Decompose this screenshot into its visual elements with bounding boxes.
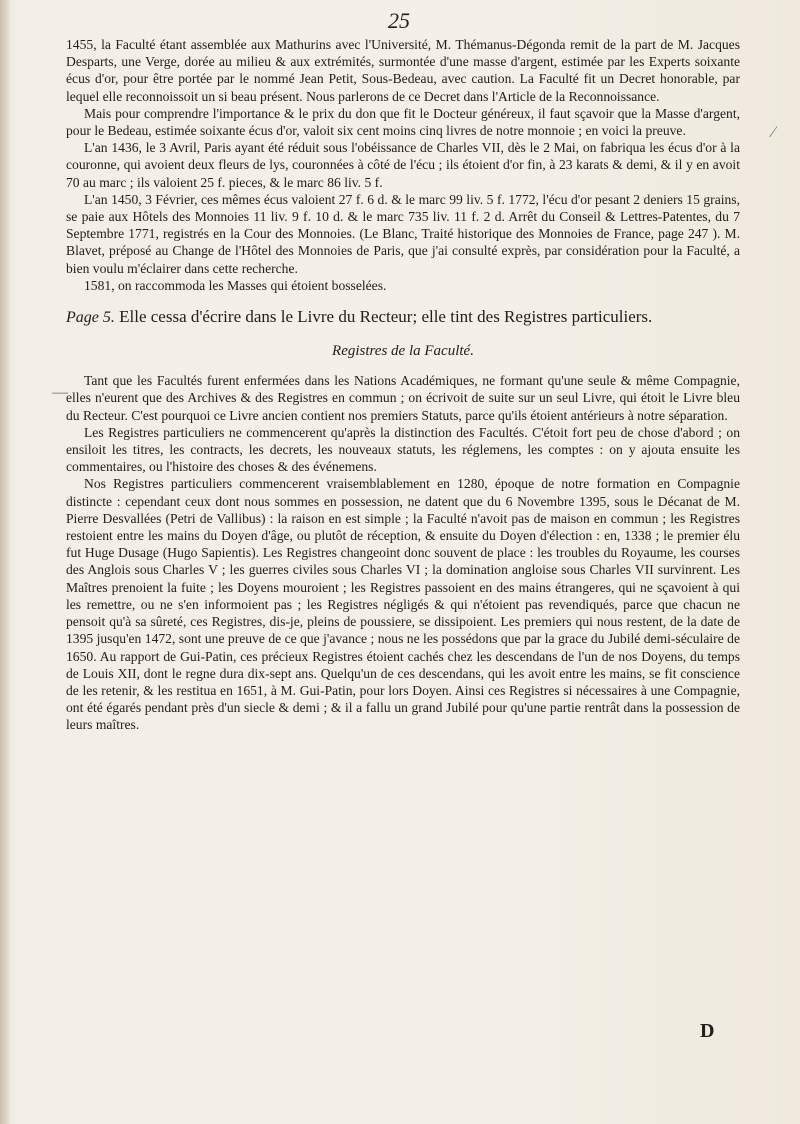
margin-mark: — [52, 384, 68, 401]
section-title: Registres de la Faculté. [332, 343, 474, 360]
page-number: 25 [388, 8, 410, 33]
subheading-text: Elle cessa d'écrire dans le Livre du Recteur; elle tint des Registres particuliers. [119, 307, 653, 327]
margin-mark: ⁄ [772, 124, 775, 141]
signature-mark: D [700, 1020, 715, 1042]
paragraph: Mais pour comprendre l'importance & le prix du don que fit le Docteur généreux, il faut sçavoir que la Masse d'argent, pour le Bedeau, estimée soixante écus d'or, valoit six cent moins cinq livres de notre monnoie ; en voici la preuve. [66, 105, 740, 139]
page-reference: Page 5. [66, 309, 115, 327]
text-column [66, 36, 740, 734]
paragraph: 1581, on raccommoda les Masses qui étoient bosselées. [84, 277, 387, 293]
paragraph: Nos Registres particuliers commencerent vraisemblablement en 1280, époque de notre formation en Compagnie distincte : cependant ceux dont nous sommes en possession, ne datent que du 6 Novembre 1395, sous le Décanat de M. Pierre Desvallées (Petri de Vallibus) : la raison en est simple ; la Faculté n'avoit pas de maison en commun ; les Registres restoient entre les mains du Doyen d'âge, ou plutôt de réception, & ensuite du Doyen d'élection : en, 1338 ; le premier élu fut Huge Dusage (Hugo Sapientis). Les Registres changeoint donc souvent de place : les troubles du Royaume, les courses des Anglois sous Charles V ; les guerres civiles sous Charles VI ; la domination angloise sous Charles VII survinrent. Les Maîtres prenoient la fuite ; les Doyens mouroient ; les Registres passoient en des mains étrangeres, qui ne sçavoient à qui les remettre, ou ne s'en informoient pas ; les Registres négligés & qui n'étoient pas revendiqués, parce que chacun ne pensoit qu'à sa sûreté, ces Registres, dis-je, pleins de poussiere, se dissipoient. Les premiers qui nous restent, de la date de 1395 jusqu'en 1472, sont une preuve de ce que j'avance ; nous ne les possédons que par la grace du Jubilé demi-séculaire de 1650. Au rapport de Gui-Patin, ces précieux Registres étoient cachés chez les descendans de l'un de nos Doyens, du temps de Louis XII, dont le regne dura dix-sept ans. Quelqu'un de ces descendans, qui les avoit entre les mains, se fit conscience de les retenir, & les restitua en 1651, à M. Gui-Patin, pour lors Doyen. Ainsi ces Registres si nécessaires à une Compagnie, ont été égarés pendant près d'un siecle & demi ; & il a fallu un grand Jubilé pour qu'une partie rentrât dans la possession de leurs maîtres. [66, 476, 740, 733]
paragraph: Tant que les Facultés furent enfermées dans les Nations Académiques, ne formant qu'une seule & même Compagnie, elles n'eurent que des Archives & des Registres en commun ; on écrivoit de suite sur un seul Livre, qui étoit le Livre bleu du Recteur. C'est pourquoi ce Livre ancien contient nos premiers Statuts, parce qu'ils étoient antérieurs à notre séparation. [66, 373, 740, 423]
paragraph: Les Registres particuliers ne commencerent qu'après la distinction des Facultés. C'étoit fort peu de chose d'abord ; on ensiloit les titres, les contracts, les decrets, les nouveaux statuts, les réglemens, les comptes : on y ajouta ensuite les commentaires, ou l'histoire des choses & des événemens. [66, 424, 740, 475]
paragraph: L'an 1450, 3 Février, ces mêmes écus valoient 27 f. 6 d. & le marc 99 liv. 5 f. 1772, l'écu d'or pesant 2 deniers 15 grains, se paie aux Hôtels des Monnoies 11 liv. 9 f. 10 d. & le marc 735 liv. 11 f. 2 d. Arrêt du Conseil & Lettres-Patentes, du 7 Septembre 1771, registrés en la Cour des Monnoies. (Le Blanc, Traité historique des Monnoies de France, page 247 ). M. Blavet, préposé au Change de l'Hôtel des Monnoies de Paris, que j'ai consulté exprès, par considération pour la Faculté, a bien voulu m'éclairer dans cette recherche. [66, 191, 740, 276]
subheading [66, 306, 740, 329]
paragraph: L'an 1436, le 3 Avril, Paris ayant été réduit sous l'obéissance de Charles VII, dès le 2 Mai, on fabriqua les écus d'or à la couronne, qui avoient deux fleurs de lys, couronnées à côté de l'écu ; ils étoient d'or fin, à 23 karats & demi, & il y en avoit 70 au marc ; ils valoient 25 f. pieces, & le marc 86 liv. 5 f. [66, 140, 740, 190]
paragraph: 1455, la Faculté étant assemblée aux Mathurins avec l'Université, M. Thémanus-Dégonda remit de la part de M. Jacques Desparts, une Verge, dorée au milieu & aux extrémités, surmontée d'une masse d'argent, estimée par les Experts soixante écus d'or, pour être portée par le nommé Jean Petit, Sous-Bedeau, avec caution. La Faculté fit un Decret honorable, par lequel elle reconnoissoit un si beau présent. Nous parlerons de ce Decret dans l'Article de la Reconnoissance. [66, 37, 740, 104]
binding-edge [0, 0, 10, 1124]
